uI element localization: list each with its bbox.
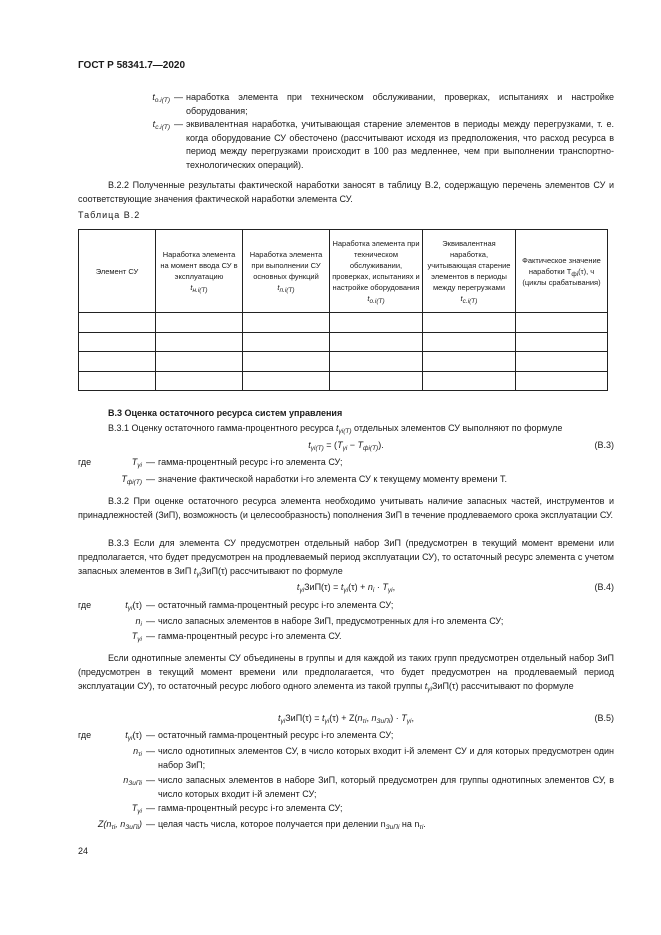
definition-t-gamma-tau: где $t_{\gamma i}(\tau)$ — остаточный гамма-процентный ресурс i-го элемента СУ; — [78, 600, 394, 612]
paragraph-groups: Если однотипные элементы СУ объединены в группы и для каждой из таких групп предусмотрен отдельный набор ЗиП (предусмотрен в текущий момент времени или предполагается, что будет предусмотрен на продлеваемый период эксплуатации СУ), то остаточный ресурс любого одного элемента из такой группы $t_{\gamma i}ЗиП(\tau)$ рассчитывают по формуле — [78, 653, 614, 693]
column-header: Эквивалентная наработка, учитывающая старение элементов в периоды между перегрузками $t_{с.i(T)}$ — [423, 230, 516, 313]
column-header: Наработка элемента на момент ввода СУ в эксплуатацию $t_{н.i(T)}$ — [156, 230, 243, 313]
paragraph-b31: В.3.1 Оценку остаточного гамма-процентного ресурса $t_{\gamma i(T)}$ отдельных элементов СУ выполняют по формуле — [108, 423, 563, 435]
definition-t-c: $t_{с.i(T)}$ — эквивалентная наработка, учитывающая старение элементов в периоды между перегрузками, т. е. когда оборудование СУ обесточено (рассчитывают исходя из предположения, что расход ресурса в период между перегрузками происходит в 100 раз медленнее, чем при выполнении транспортно-технологических операций). — [152, 119, 614, 170]
column-header: Наработка элемента при техническом обслуживании, проверках, испытаниях и настройке оборудования $t_{о.i(T)}$ — [330, 230, 423, 313]
definition-T-gamma-3: $T_{\gamma i}$ — гамма-процентный ресурс i-го элемента СУ; — [131, 803, 343, 815]
paragraph-b32: В.3.2 При оценке остаточного ресурса элемента необходимо учитывать наличие запасных частей, инструментов и принадлежностей (ЗиП), возможность (и целесообразность) пополнения ЗиП в течение продлеваемого срока эксплуатации СУ. — [78, 496, 614, 520]
paragraph-b22: В.2.2 Полученные результаты фактической наработки заносят в таблицу В.2, содержащую перечень элементов СУ и соответствующие значения фактической наработки элемента СУ. — [78, 180, 614, 204]
definition-T-phi: $T_{фi(T)}$ — значение фактической наработки i-го элемента СУ к текущему моменту времени T. — [121, 474, 508, 486]
definition-T-gamma: где $T_{\gamma i}$ — гамма-процентный ресурс i-го элемента СУ; — [78, 457, 343, 469]
table-row — [79, 332, 608, 352]
table-b2 — [78, 229, 608, 391]
table-caption: Таблица В.2 — [78, 210, 141, 220]
definition-Z: $Z(n_{\tau i}$, $n_{ЗиПi}$) — целая часть числа, которое получается при делении $n_{ЗиПi}$ на $n_{\tau i}$. — [97, 819, 426, 831]
column-header: Элемент СУ — [79, 230, 156, 313]
column-header: Наработка элемента при выполнении СУ основных функций $t_{п.i(T)}$ — [243, 230, 330, 313]
table-header-row — [79, 230, 608, 313]
table-row — [79, 371, 608, 391]
definition-t-o: $t_{о.i(T)}$ — наработка элемента при техническом обслуживании, проверках, испытаниях и настройке оборудования; — [152, 92, 614, 116]
definition-n-tau: $n_{\tau i}$ — число однотипных элементов СУ, в число которых входит i-й элемент СУ и для которых предусмотрен один набор ЗиП; — [133, 746, 614, 770]
document-header: ГОСТ Р 58341.7—2020 — [78, 60, 186, 71]
definition-n-i: $n_i$ — число запасных элементов в наборе ЗиП, предусмотренных для i-го элемента СУ; — [135, 616, 504, 628]
definition-n-zip: $n_{ЗиПi}$ — число запасных элементов в наборе ЗиП, который предусмотрен для группы однотипных элементов СУ, в число которых входит i-й элемент СУ; — [123, 775, 614, 799]
definition-t-gamma-tau-2: где $t_{\gamma i}(\tau)$ — остаточный гамма-процентный ресурс i-го элемента СУ; — [78, 730, 394, 742]
column-header: Фактическое значение наработки $T_{фi}(\tau)$, ч (циклы срабатывания) — [516, 230, 608, 313]
definition-T-gamma-2: $T_{\gamma i}$ — гамма-процентный ресурс i-го элемента СУ. — [131, 631, 342, 643]
table-row — [79, 352, 608, 372]
table-row — [79, 313, 608, 333]
page-number: 24 — [78, 846, 89, 856]
paragraph-b33: В.3.3 Если для элемента СУ предусмотрен отдельный набор ЗиП (предусмотрен в текущий момент времени или предполагается, что будет предусмотрен на продлеваемый период эксплуатации СУ), то остаточный ресурс элемента с учетом запасных элементов в ЗиП $t_{\gamma i}ЗиП(\tau)$ рассчитывают по формуле — [78, 538, 614, 578]
section-heading-b3: В.3 Оценка остаточного ресурса систем управления — [108, 408, 343, 418]
